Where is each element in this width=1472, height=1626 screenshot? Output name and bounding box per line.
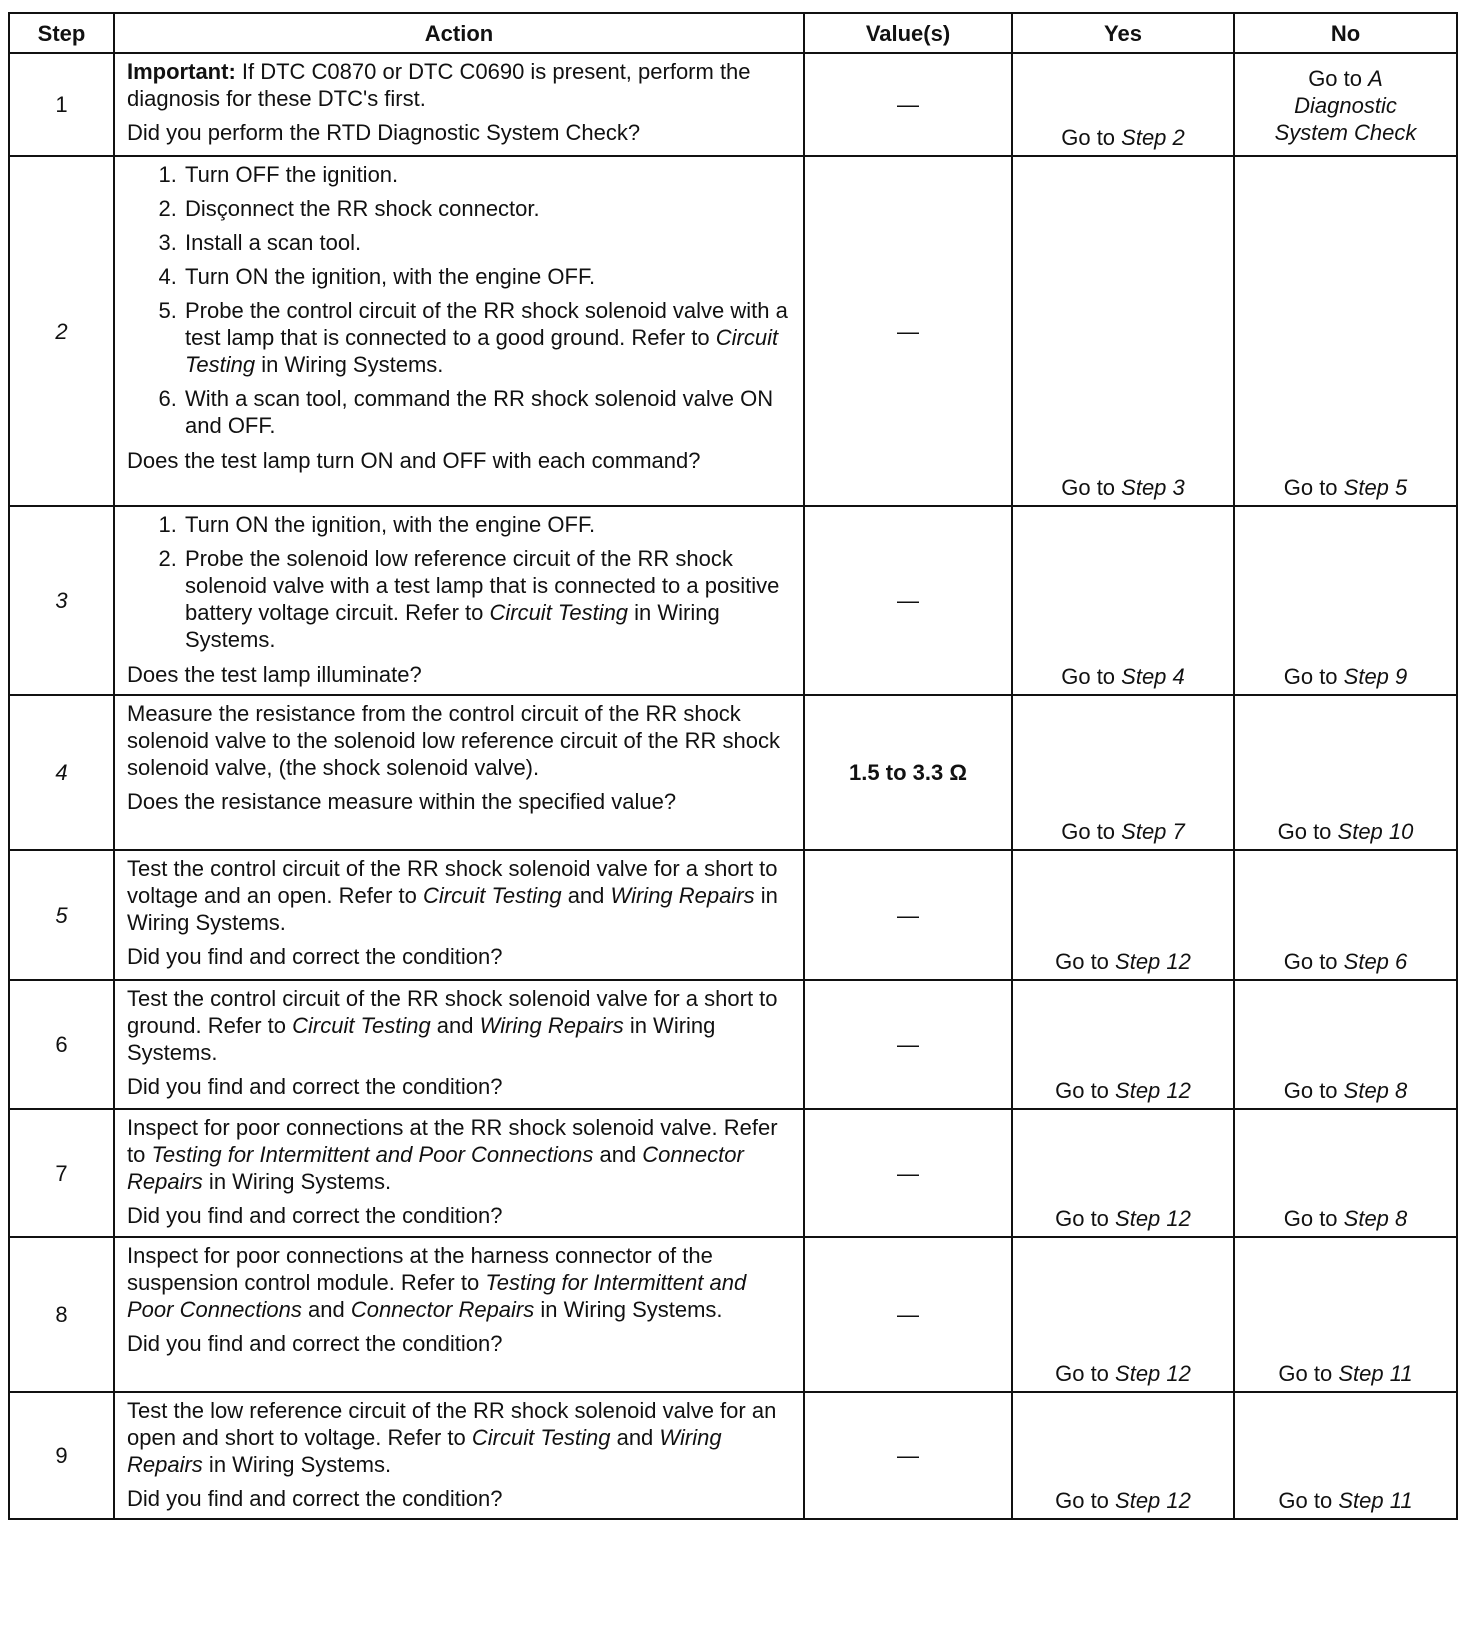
header-values: Value(s): [804, 13, 1012, 53]
header-step: Step: [9, 13, 114, 53]
action-text-part: Test the low reference circuit of the RR shock solenoid valve for an open and short to voltage. Refer to: [127, 1398, 777, 1450]
reference-link[interactable]: Wiring Repairs: [610, 883, 755, 908]
yes-cell: [1012, 53, 1234, 156]
no-ref-link[interactable]: Step 5: [1343, 475, 1408, 500]
no-ref-link[interactable]: Step 10: [1337, 819, 1414, 844]
yes-ref-link[interactable]: Step 12: [1115, 1206, 1191, 1231]
table-row: [9, 695, 1457, 850]
action-text-part: and: [430, 1013, 480, 1038]
yes-ref-link[interactable]: Step 3: [1121, 475, 1185, 500]
yes-ref-link[interactable]: Step 2: [1121, 125, 1185, 150]
no-cell: [1234, 506, 1457, 695]
reference-link[interactable]: Connector Repairs: [127, 1142, 744, 1194]
reference-link[interactable]: Circuit Testing: [489, 600, 629, 625]
value-cell: [804, 980, 1012, 1109]
step-number-text: 6: [55, 1032, 68, 1057]
value-cell: [804, 1237, 1012, 1392]
action-text-part: Inspect for poor connections at the RR shock solenoid valve. Refer to: [127, 1115, 778, 1167]
action-text-part: Test the control circuit of the RR shock solenoid valve for a short to voltage and an open. Refer to: [127, 856, 778, 908]
action-text-part: and: [593, 1142, 643, 1167]
action-question: Does the test lamp turn ON and OFF with each command?: [127, 448, 701, 473]
no-line-1: [1237, 65, 1454, 92]
yes-ref-link[interactable]: Step 12: [1115, 949, 1191, 974]
step-number-text: 1: [55, 92, 68, 117]
yes-ref-link[interactable]: Step 4: [1121, 664, 1185, 689]
reference-link[interactable]: Testing for Intermittent and Poor Connections: [127, 1270, 747, 1322]
value-text: —: [897, 1302, 919, 1327]
no-ref-link-line-2[interactable]: Diagnostic: [1294, 93, 1397, 118]
table-row: [9, 1109, 1457, 1237]
no-ref-link[interactable]: Step 9: [1343, 664, 1408, 689]
step-number: [9, 1237, 114, 1392]
step-number-text: 2: [55, 318, 68, 344]
yes-prefix: Go to: [1055, 1206, 1116, 1231]
reference-link[interactable]: Circuit Testing: [471, 1425, 611, 1450]
procedure-text: in Wiring Systems.: [185, 600, 720, 652]
step-number: [9, 1109, 114, 1237]
action-question: Did you find and correct the condition?: [127, 1074, 503, 1099]
no-ref-link[interactable]: Step 8: [1343, 1078, 1408, 1103]
action-question: Does the resistance measure within the specified value?: [127, 789, 677, 814]
yes-cell: [1012, 1392, 1234, 1519]
action-cell: [114, 1109, 804, 1237]
action-question: Does the test lamp illuminate?: [127, 662, 422, 687]
value-cell: [804, 695, 1012, 850]
table-row: [9, 1237, 1457, 1392]
no-ref-link[interactable]: A: [1368, 66, 1383, 91]
step-number-text: 4: [55, 760, 68, 785]
procedure-item: 1. Turn ON the ignition, with the engine OFF.: [183, 511, 793, 538]
yes-ref-link[interactable]: Step 12: [1115, 1488, 1191, 1513]
diagnostic-table: [8, 12, 1458, 1520]
no-ref-link-line-3[interactable]: System Check: [1274, 120, 1417, 145]
action-cell: [114, 980, 804, 1109]
no-cell: [1234, 1237, 1457, 1392]
no-cell: [1234, 1392, 1457, 1519]
header-yes: Yes: [1012, 13, 1234, 53]
reference-link[interactable]: Testing for Intermittent and Poor Connections: [151, 1142, 594, 1167]
yes-ref-link[interactable]: Step 12: [1115, 1078, 1191, 1103]
step-number: [9, 506, 114, 695]
step-number-text: 9: [55, 1443, 68, 1468]
no-prefix: Go to: [1283, 1078, 1344, 1103]
step-number: [9, 980, 114, 1109]
yes-prefix: Go to: [1055, 1488, 1116, 1513]
procedure-item: 1. Turn OFF the ignition.: [183, 161, 793, 188]
value-text: 1.5 to 3.3 Ω: [849, 760, 967, 785]
no-ref-link[interactable]: Step 6: [1343, 949, 1408, 974]
yes-prefix: Go to: [1055, 1361, 1116, 1386]
procedure-item: 3. Install a scan tool.: [183, 229, 793, 256]
table-row: [9, 156, 1457, 506]
action-question: Did you perform the RTD Diagnostic System Check?: [127, 120, 641, 145]
value-text: —: [897, 1443, 919, 1468]
value-cell: [804, 506, 1012, 695]
action-question: Did you find and correct the condition?: [127, 1486, 503, 1511]
no-prefix: Go to: [1277, 819, 1338, 844]
important-text: If DTC C0870 or DTC C0690 is present, perform the diagnosis for these DTC's first.: [127, 59, 751, 111]
no-prefix: Go to: [1278, 1488, 1339, 1513]
no-cell: [1234, 53, 1457, 156]
reference-link[interactable]: Connector Repairs: [350, 1297, 535, 1322]
action-cell: [114, 850, 804, 980]
action-text-part: in Wiring Systems.: [127, 883, 778, 935]
no-prefix: Go to: [1283, 475, 1344, 500]
value-cell: [804, 1109, 1012, 1237]
action-question: Did you find and correct the condition?: [127, 1331, 503, 1356]
procedure-text: Probe the solenoid low reference circuit of the RR shock solenoid valve with a test lamp that is connected to a positive battery voltage circuit. Refer to: [185, 546, 780, 625]
action-text-part: and: [301, 1297, 351, 1322]
yes-cell: [1012, 980, 1234, 1109]
no-cell: [1234, 1109, 1457, 1237]
value-cell: [804, 850, 1012, 980]
value-cell: [804, 53, 1012, 156]
value-text: —: [897, 92, 919, 117]
header-no: No: [1234, 13, 1457, 53]
action-text: Measure the resistance from the control circuit of the RR shock solenoid valve to the solenoid low reference circuit of the RR shock solenoid valve, (the shock solenoid valve).: [127, 701, 781, 780]
yes-prefix: Go to: [1061, 664, 1122, 689]
action-cell: [114, 1237, 804, 1392]
yes-cell: [1012, 695, 1234, 850]
value-text: —: [897, 1032, 919, 1057]
no-prefix: Go to: [1278, 1361, 1339, 1386]
step-number: [9, 53, 114, 156]
action-text-part: in Wiring Systems.: [202, 1169, 392, 1194]
table-row: [9, 53, 1457, 156]
action-question: Did you find and correct the condition?: [127, 944, 503, 969]
yes-cell: [1012, 156, 1234, 506]
yes-prefix: Go to: [1061, 819, 1122, 844]
procedure-item: [183, 545, 793, 653]
no-cell: [1234, 156, 1457, 506]
step-number-text: 8: [55, 1302, 68, 1327]
reference-link[interactable]: Circuit Testing: [423, 883, 562, 908]
action-text-part: in Wiring Systems.: [127, 1013, 716, 1065]
header-row: [9, 13, 1457, 53]
action-text: [127, 985, 793, 1066]
action-text-part: Test the control circuit of the RR shock solenoid valve for a short to ground. Refer to: [127, 986, 778, 1038]
action-text: [127, 1397, 793, 1478]
reference-link[interactable]: Wiring Repairs: [127, 1425, 722, 1477]
important-note: [127, 58, 793, 112]
procedure-list: [127, 161, 793, 439]
no-ref-link[interactable]: Step 11: [1338, 1361, 1413, 1386]
table-row: [9, 506, 1457, 695]
value-cell: [804, 156, 1012, 506]
value-text: —: [897, 588, 919, 613]
action-text-part: in Wiring Systems.: [534, 1297, 723, 1322]
action-text-part: Inspect for poor connections at the harness connector of the suspension control module. Refer to: [127, 1243, 713, 1295]
action-text: [127, 1114, 793, 1195]
procedure-item: 2. Disçonnect the RR shock connector.: [183, 195, 793, 222]
yes-prefix: Go to: [1061, 475, 1122, 500]
value-text: —: [897, 318, 919, 344]
yes-prefix: Go to: [1055, 1078, 1116, 1103]
reference-link[interactable]: Circuit Testing: [292, 1013, 431, 1038]
action-cell: [114, 53, 804, 156]
step-number: [9, 695, 114, 850]
procedure-item: 4. Turn ON the ignition, with the engine OFF.: [183, 263, 793, 290]
table-row: [9, 980, 1457, 1109]
important-label: Important:: [127, 59, 236, 84]
action-text: [127, 1242, 793, 1323]
reference-link[interactable]: Circuit Testing: [185, 325, 779, 377]
action-cell: [114, 156, 804, 506]
value-cell: [804, 1392, 1012, 1519]
action-text-part: and: [561, 883, 611, 908]
step-number: [9, 1392, 114, 1519]
yes-ref-link[interactable]: Step 12: [1115, 1361, 1191, 1386]
no-cell: [1234, 980, 1457, 1109]
step-number-text: 5: [55, 902, 68, 928]
no-ref-link[interactable]: Step 8: [1343, 1206, 1408, 1231]
action-cell: [114, 695, 804, 850]
yes-prefix: Go to: [1061, 125, 1122, 150]
yes-ref-link[interactable]: Step 7: [1121, 819, 1185, 844]
action-question: Did you find and correct the condition?: [127, 1203, 503, 1228]
procedure-item: 6. With a scan tool, command the RR shock solenoid valve ON and OFF.: [183, 385, 793, 439]
header-action: Action: [114, 13, 804, 53]
action-text-part: and: [610, 1425, 660, 1450]
procedure-text: Probe the control circuit of the RR shock solenoid valve with a test lamp that is connected to a good ground. Refer to: [185, 298, 788, 350]
step-number: [9, 850, 114, 980]
action-cell: [114, 506, 804, 695]
no-prefix: Go to: [1283, 949, 1344, 974]
reference-link[interactable]: Wiring Repairs: [479, 1013, 624, 1038]
value-text: —: [897, 1160, 919, 1186]
action-cell: [114, 1392, 804, 1519]
step-number-text: 3: [55, 588, 68, 613]
no-prefix: Go to: [1308, 66, 1369, 91]
procedure-text: in Wiring Systems.: [255, 352, 444, 377]
step-number: [9, 156, 114, 506]
no-prefix: Go to: [1283, 664, 1344, 689]
step-number-text: 7: [55, 1160, 68, 1186]
no-ref-link[interactable]: Step 11: [1338, 1488, 1413, 1513]
no-cell: [1234, 850, 1457, 980]
no-cell: [1234, 695, 1457, 850]
no-prefix: Go to: [1283, 1206, 1344, 1231]
action-text-part: in Wiring Systems.: [202, 1452, 392, 1477]
yes-cell: [1012, 850, 1234, 980]
table-row: [9, 850, 1457, 980]
procedure-list: [127, 511, 793, 653]
yes-prefix: Go to: [1055, 949, 1116, 974]
yes-cell: [1012, 1237, 1234, 1392]
value-text: —: [897, 902, 919, 928]
table-row: [9, 1392, 1457, 1519]
procedure-item: [183, 297, 793, 378]
yes-cell: [1012, 1109, 1234, 1237]
yes-cell: [1012, 506, 1234, 695]
action-text: [127, 855, 793, 936]
